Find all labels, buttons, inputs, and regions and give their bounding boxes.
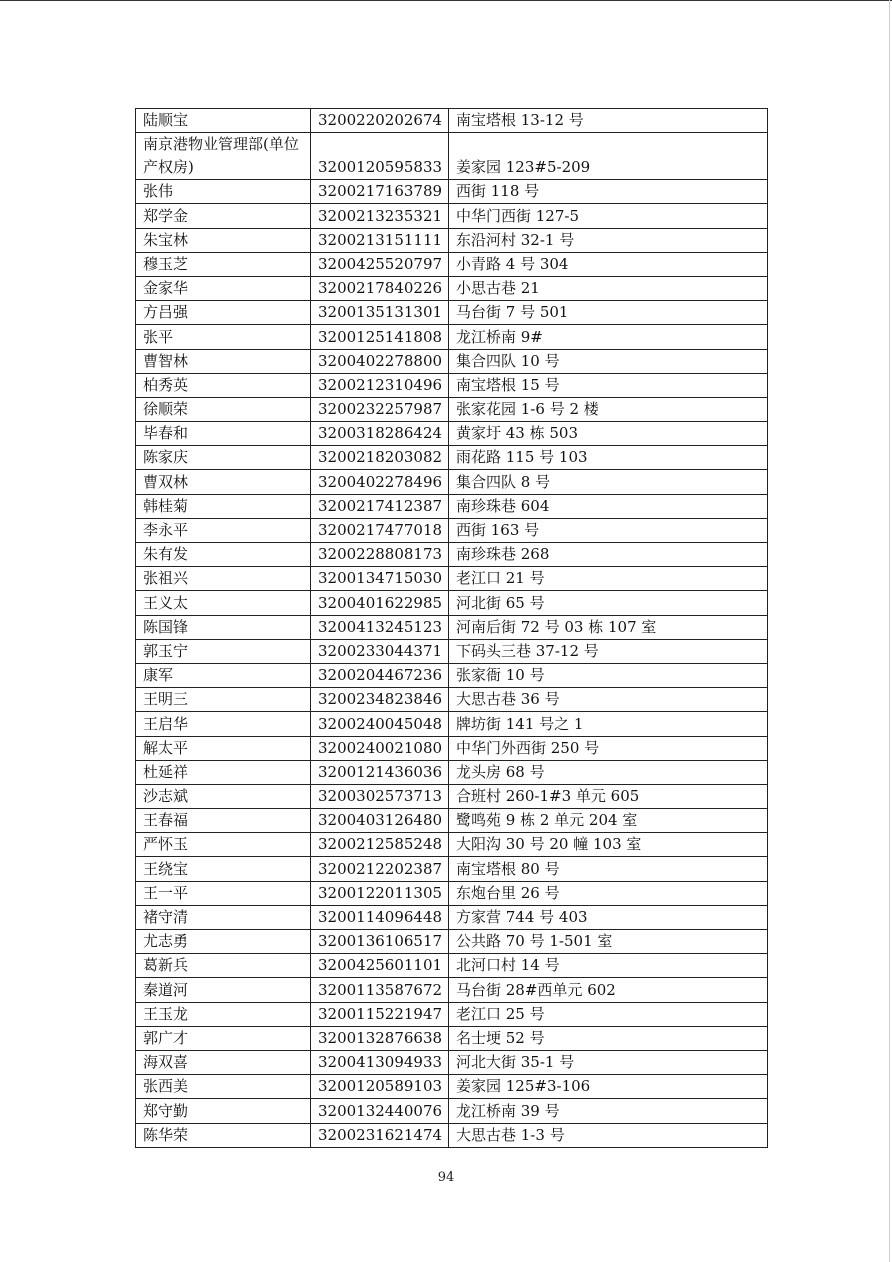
name-cell: 王明三 bbox=[136, 688, 311, 712]
name-cell: 穆玉芝 bbox=[136, 252, 311, 276]
name-cell: 南京港物业管理部(单位产权房) bbox=[136, 133, 311, 180]
account-number-cell: 3200220202674 bbox=[311, 109, 449, 133]
address-cell: 北河口村 14 号 bbox=[449, 954, 768, 978]
table-row bbox=[136, 422, 768, 446]
name-cell: 曹智林 bbox=[136, 349, 311, 373]
account-number-cell: 3200425601101 bbox=[311, 954, 449, 978]
account-number-cell: 3200136106517 bbox=[311, 930, 449, 954]
account-number-cell: 3200213151111 bbox=[311, 228, 449, 252]
account-number-cell: 3200413245123 bbox=[311, 615, 449, 639]
name-cell: 杜延祥 bbox=[136, 760, 311, 784]
account-number-cell: 3200234823846 bbox=[311, 688, 449, 712]
table-row bbox=[136, 857, 768, 881]
table-row bbox=[136, 133, 768, 180]
address-cell: 老江口 25 号 bbox=[449, 1002, 768, 1026]
address-cell: 大阳沟 30 号 20 幢 103 室 bbox=[449, 833, 768, 857]
account-number-cell: 3200212310496 bbox=[311, 373, 449, 397]
name-cell: 郑守勤 bbox=[136, 1099, 311, 1123]
table-row bbox=[136, 446, 768, 470]
account-number-cell: 3200120589103 bbox=[311, 1075, 449, 1099]
name-cell: 陈国锋 bbox=[136, 615, 311, 639]
table-row bbox=[136, 1099, 768, 1123]
account-number-cell: 3200120595833 bbox=[311, 133, 449, 180]
account-number-cell: 3200135131301 bbox=[311, 301, 449, 325]
table-row bbox=[136, 954, 768, 978]
name-cell: 葛新兵 bbox=[136, 954, 311, 978]
name-cell: 秦道河 bbox=[136, 978, 311, 1002]
address-cell: 小青路 4 号 304 bbox=[449, 252, 768, 276]
address-cell: 大思古巷 36 号 bbox=[449, 688, 768, 712]
account-number-cell: 3200232257987 bbox=[311, 397, 449, 421]
address-cell: 合班村 260-1#3 单元 605 bbox=[449, 784, 768, 808]
account-number-cell: 3200132876638 bbox=[311, 1026, 449, 1050]
table-row bbox=[136, 397, 768, 421]
address-cell: 张家衙 10 号 bbox=[449, 663, 768, 687]
address-cell: 牌坊街 141 号之 1 bbox=[449, 712, 768, 736]
address-cell: 东炮台里 26 号 bbox=[449, 881, 768, 905]
address-cell: 龙头房 68 号 bbox=[449, 760, 768, 784]
account-number-cell: 3200402278496 bbox=[311, 470, 449, 494]
table-row bbox=[136, 349, 768, 373]
address-cell: 小思古巷 21 bbox=[449, 276, 768, 300]
name-cell: 王启华 bbox=[136, 712, 311, 736]
address-cell: 集合四队 10 号 bbox=[449, 349, 768, 373]
account-number-cell: 3200212202387 bbox=[311, 857, 449, 881]
name-cell: 沙志斌 bbox=[136, 784, 311, 808]
address-cell: 老江口 21 号 bbox=[449, 567, 768, 591]
name-cell: 张西美 bbox=[136, 1075, 311, 1099]
address-cell: 黄家圩 43 栋 503 bbox=[449, 422, 768, 446]
name-cell: 徐顺荣 bbox=[136, 397, 311, 421]
address-cell: 河北街 65 号 bbox=[449, 591, 768, 615]
account-number-cell: 3200125141808 bbox=[311, 325, 449, 349]
address-cell: 马台街 7 号 501 bbox=[449, 301, 768, 325]
address-cell: 西街 163 号 bbox=[449, 518, 768, 542]
table-row bbox=[136, 760, 768, 784]
name-cell: 郭玉宁 bbox=[136, 639, 311, 663]
table-row bbox=[136, 1075, 768, 1099]
table-row bbox=[136, 712, 768, 736]
account-number-cell: 3200217163789 bbox=[311, 180, 449, 204]
table-row bbox=[136, 809, 768, 833]
account-number-cell: 3200212585248 bbox=[311, 833, 449, 857]
address-cell: 张家花园 1-6 号 2 楼 bbox=[449, 397, 768, 421]
address-cell: 公共路 70 号 1-501 室 bbox=[449, 930, 768, 954]
address-cell: 大思古巷 1-3 号 bbox=[449, 1123, 768, 1147]
name-cell: 韩桂菊 bbox=[136, 494, 311, 518]
name-cell: 王绕宝 bbox=[136, 857, 311, 881]
account-number-cell: 3200403126480 bbox=[311, 809, 449, 833]
table-row bbox=[136, 784, 768, 808]
table-row bbox=[136, 276, 768, 300]
table-row bbox=[136, 494, 768, 518]
table-row bbox=[136, 930, 768, 954]
account-number-cell: 3200114096448 bbox=[311, 905, 449, 929]
address-cell: 河南后街 72 号 03 栋 107 室 bbox=[449, 615, 768, 639]
address-cell: 南宝塔根 15 号 bbox=[449, 373, 768, 397]
table-row bbox=[136, 833, 768, 857]
name-cell: 毕春和 bbox=[136, 422, 311, 446]
table-row bbox=[136, 543, 768, 567]
account-number-cell: 3200402278800 bbox=[311, 349, 449, 373]
account-number-cell: 3200115221947 bbox=[311, 1002, 449, 1026]
address-cell: 东沿河村 32-1 号 bbox=[449, 228, 768, 252]
name-cell: 郑学金 bbox=[136, 204, 311, 228]
name-cell: 王一平 bbox=[136, 881, 311, 905]
account-number-cell: 3200318286424 bbox=[311, 422, 449, 446]
name-cell: 王春福 bbox=[136, 809, 311, 833]
name-cell: 王玉龙 bbox=[136, 1002, 311, 1026]
account-number-cell: 3200217477018 bbox=[311, 518, 449, 542]
address-cell: 南珍珠巷 604 bbox=[449, 494, 768, 518]
account-number-cell: 3200217412387 bbox=[311, 494, 449, 518]
address-cell: 集合四队 8 号 bbox=[449, 470, 768, 494]
page-top-edge bbox=[0, 0, 892, 1]
address-cell: 西街 118 号 bbox=[449, 180, 768, 204]
name-cell: 王义太 bbox=[136, 591, 311, 615]
account-number-cell: 3200218203082 bbox=[311, 446, 449, 470]
table-row bbox=[136, 639, 768, 663]
account-number-cell: 3200228808173 bbox=[311, 543, 449, 567]
name-cell: 张平 bbox=[136, 325, 311, 349]
address-cell: 名士埂 52 号 bbox=[449, 1026, 768, 1050]
name-cell: 褚守清 bbox=[136, 905, 311, 929]
name-cell: 陆顺宝 bbox=[136, 109, 311, 133]
account-number-cell: 3200132440076 bbox=[311, 1099, 449, 1123]
address-cell: 龙江桥南 9# bbox=[449, 325, 768, 349]
account-number-cell: 3200121436036 bbox=[311, 760, 449, 784]
table-row bbox=[136, 1123, 768, 1147]
name-cell: 柏秀英 bbox=[136, 373, 311, 397]
table-row bbox=[136, 109, 768, 133]
name-cell: 金家华 bbox=[136, 276, 311, 300]
table-row bbox=[136, 204, 768, 228]
table-row bbox=[136, 591, 768, 615]
account-number-cell: 3200217840226 bbox=[311, 276, 449, 300]
table-row bbox=[136, 615, 768, 639]
name-cell: 郭广才 bbox=[136, 1026, 311, 1050]
account-number-cell: 3200233044371 bbox=[311, 639, 449, 663]
name-cell: 朱有发 bbox=[136, 543, 311, 567]
name-cell: 严怀玉 bbox=[136, 833, 311, 857]
account-number-cell: 3200122011305 bbox=[311, 881, 449, 905]
name-cell: 曹双林 bbox=[136, 470, 311, 494]
name-cell: 方吕强 bbox=[136, 301, 311, 325]
address-cell: 龙江桥南 39 号 bbox=[449, 1099, 768, 1123]
address-cell: 下码头三巷 37-12 号 bbox=[449, 639, 768, 663]
address-cell: 方家营 744 号 403 bbox=[449, 905, 768, 929]
page-number: 94 bbox=[437, 1170, 455, 1185]
account-number-cell: 3200204467236 bbox=[311, 663, 449, 687]
address-cell: 中华门西街 127-5 bbox=[449, 204, 768, 228]
table-row bbox=[136, 736, 768, 760]
account-number-cell: 3200213235321 bbox=[311, 204, 449, 228]
table-row bbox=[136, 1026, 768, 1050]
name-cell: 张祖兴 bbox=[136, 567, 311, 591]
page-right-edge bbox=[889, 0, 890, 1262]
table-row bbox=[136, 688, 768, 712]
account-number-cell: 3200413094933 bbox=[311, 1050, 449, 1074]
table-row bbox=[136, 978, 768, 1002]
records-table bbox=[135, 108, 768, 1148]
name-cell: 张伟 bbox=[136, 180, 311, 204]
name-cell: 朱宝林 bbox=[136, 228, 311, 252]
table-row bbox=[136, 373, 768, 397]
address-cell: 马台街 28#西单元 602 bbox=[449, 978, 768, 1002]
account-number-cell: 3200240021080 bbox=[311, 736, 449, 760]
address-cell: 南宝塔根 80 号 bbox=[449, 857, 768, 881]
table-row bbox=[136, 663, 768, 687]
table-row bbox=[136, 1050, 768, 1074]
name-cell: 陈家庆 bbox=[136, 446, 311, 470]
address-cell: 南宝塔根 13-12 号 bbox=[449, 109, 768, 133]
table-row bbox=[136, 881, 768, 905]
account-number-cell: 3200401622985 bbox=[311, 591, 449, 615]
account-number-cell: 3200113587672 bbox=[311, 978, 449, 1002]
address-cell: 姜家园 125#3-106 bbox=[449, 1075, 768, 1099]
name-cell: 尤志勇 bbox=[136, 930, 311, 954]
table-row bbox=[136, 470, 768, 494]
table-row bbox=[136, 1002, 768, 1026]
name-cell: 李永平 bbox=[136, 518, 311, 542]
name-cell: 解太平 bbox=[136, 736, 311, 760]
name-cell: 陈华荣 bbox=[136, 1123, 311, 1147]
address-cell: 鹭鸣苑 9 栋 2 单元 204 室 bbox=[449, 809, 768, 833]
address-cell: 南珍珠巷 268 bbox=[449, 543, 768, 567]
account-number-cell: 3200231621474 bbox=[311, 1123, 449, 1147]
account-number-cell: 3200425520797 bbox=[311, 252, 449, 276]
table-row bbox=[136, 301, 768, 325]
records-table-body bbox=[136, 109, 768, 1148]
address-cell: 姜家园 123#5-209 bbox=[449, 133, 768, 180]
table-row bbox=[136, 905, 768, 929]
table-row bbox=[136, 252, 768, 276]
name-cell: 康军 bbox=[136, 663, 311, 687]
account-number-cell: 3200302573713 bbox=[311, 784, 449, 808]
table-row bbox=[136, 325, 768, 349]
table-row bbox=[136, 228, 768, 252]
table-row bbox=[136, 180, 768, 204]
table-row bbox=[136, 567, 768, 591]
address-cell: 河北大街 35-1 号 bbox=[449, 1050, 768, 1074]
name-cell: 海双喜 bbox=[136, 1050, 311, 1074]
account-number-cell: 3200134715030 bbox=[311, 567, 449, 591]
address-cell: 雨花路 115 号 103 bbox=[449, 446, 768, 470]
table-row bbox=[136, 518, 768, 542]
account-number-cell: 3200240045048 bbox=[311, 712, 449, 736]
address-cell: 中华门外西街 250 号 bbox=[449, 736, 768, 760]
